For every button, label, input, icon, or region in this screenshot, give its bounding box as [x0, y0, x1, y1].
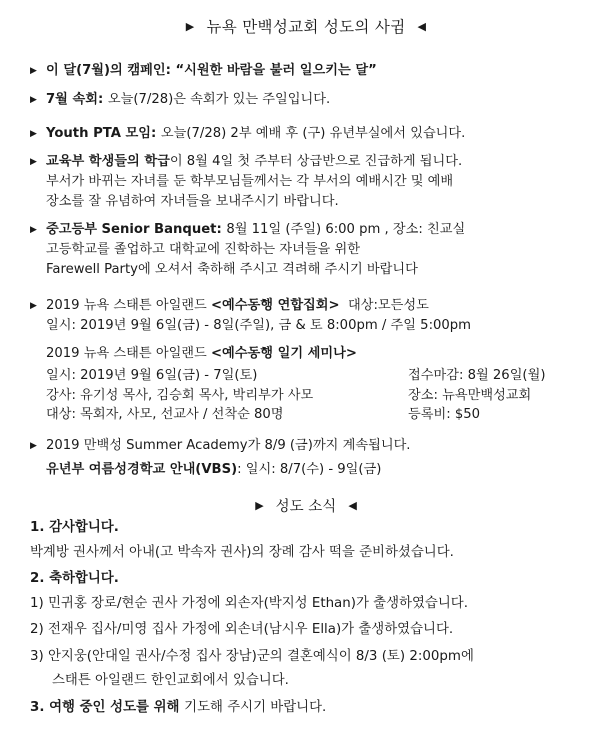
education-label: 교육부 학생들의 학급 [46, 154, 170, 169]
congrats-item-3a: 3) 안지웅(안대일 권사/수정 집사 장남)군의 결혼예식이 8/3 (토) 2:00pm에 [30, 649, 474, 664]
travel-prayer [30, 697, 326, 719]
youth-label: Youth PTA 모임: [46, 126, 161, 141]
thanks-text: 박계방 권사께서 아내(고 박속자 권사)의 장례 감사 떡을 준비하셨습니다. [30, 545, 454, 560]
youth-pta-item [30, 124, 465, 144]
revival-text: 오늘(7/28)은 속회가 있는 주일입니다. [107, 92, 331, 107]
banquet-line3: Farewell Party에 오셔서 축하해 주시고 격려해 주시기 바랍니다 [46, 262, 418, 277]
congrats-item-3b: 스태튼 아일랜드 한인교회에서 있습니다. [52, 673, 289, 688]
thanks-heading: 1. 감사합니다. [30, 520, 119, 535]
congrats-item-1: 1) 민귀홍 장로/현순 권사 가정에 외손자(박지성 Ethan)가 출생하였습니다. [30, 596, 468, 611]
seminar-place: 장소: 뉴욕만백성교회 [408, 387, 532, 403]
banquet-line2: 고등학교를 졸업하고 대학교에 진학하는 자녀들을 위한 [46, 242, 360, 257]
seminar-fee: 등록비: $50 [408, 407, 481, 422]
campaign-item [30, 61, 377, 81]
crusade-target: 대상:모든성도 [339, 298, 429, 313]
education-line3: 장소를 잘 유념하여 자녀들을 보내주시기 바랍니다. [46, 194, 339, 209]
campaign-label: 이 달(7월)의 캠페인: [46, 63, 176, 78]
crusade-line1a: 2019 뉴욕 스태튼 아일랜드 [46, 298, 211, 313]
crusade-item [30, 296, 471, 336]
banquet-item [30, 220, 465, 280]
bullet-icon: ▶ [30, 225, 37, 235]
travel-text: 기도해 주시기 바랍니다. [184, 700, 327, 715]
vbs-line [46, 460, 381, 480]
academy-item [30, 436, 411, 456]
news-title-text: 성도 소식 [275, 499, 337, 515]
campaign-text: “시원한 바람을 불러 일으키는 달” [175, 63, 377, 78]
academy-text: 2019 만백성 Summer Academy가 8/9 (금)까지 계속됩니다. [46, 438, 411, 453]
bullet-icon: ▶ [30, 129, 37, 139]
crusade-date: 일시: 2019년 9월 6일(금) - 8일(주일), 금 & 토 8:00pm / 주일 5:00pm [46, 318, 472, 333]
seminar-speakers: 강사: 유기성 목사, 김승회 목사, 박리부가 사모 [46, 387, 314, 403]
triangle-right-icon: ▶ [255, 499, 264, 512]
revival-item [30, 90, 330, 110]
bullet-icon: ▶ [30, 441, 37, 451]
seminar-title: <예수동행 일기 세미나> [210, 346, 357, 361]
bullet-icon: ▶ [30, 157, 37, 167]
banquet-text: 8월 11일 (주일) 6:00 pm , 장소: 친교실 [226, 222, 466, 237]
bullet-icon: ▶ [30, 95, 37, 105]
page-title-text: 뉴욕 만백성교회 성도의 사귐 [206, 18, 406, 36]
education-text: 이 8월 4일 첫 주부터 상급반으로 진급하게 됩니다. [169, 154, 463, 169]
banquet-label: 중고등부 Senior Banquet: [46, 222, 227, 237]
vbs-label: 유년부 여름성경학교 안내(VBS) [46, 462, 238, 477]
travel-label: 3. 여행 중인 성도를 위해 [30, 700, 185, 715]
crusade-title: <예수동행 연합집회> [210, 298, 340, 313]
seminar-deadline: 접수마감: 8월 26일(월) [408, 368, 546, 383]
congrats-heading: 2. 축하합니다. [30, 571, 119, 586]
vbs-text: : 일시: 8/7(수) - 9일(금) [237, 462, 382, 477]
news-section-title [0, 495, 612, 516]
seminar-title-line [46, 344, 357, 364]
triangle-left-icon: ◀ [348, 499, 357, 512]
triangle-right-icon: ▶ [185, 20, 195, 33]
seminar-target: 대상: 목회자, 사모, 선교사 / 선착순 80명 [46, 407, 284, 422]
bullet-icon: ▶ [30, 301, 37, 311]
revival-label: 7월 속회: [46, 92, 108, 107]
seminar-details [46, 366, 546, 425]
triangle-left-icon: ◀ [417, 20, 427, 33]
page-title [0, 15, 612, 37]
youth-text: 오늘(7/28) 2부 예배 후 (구) 유년부실에서 있습니다. [160, 126, 466, 141]
bullet-icon: ▶ [30, 66, 37, 76]
education-line2: 부서가 바뀌는 자녀를 둔 학부모님들께서는 각 부서의 예배시간 및 예배 [46, 174, 454, 189]
seminar-line1a: 2019 뉴욕 스태튼 아일랜드 [46, 346, 211, 361]
seminar-date: 일시: 2019년 9월 6일(금) - 7일(토) [46, 368, 258, 383]
education-item [30, 152, 462, 212]
congrats-item-2: 2) 전재우 집사/미영 집사 가정에 외손녀(남시우 Ella)가 출생하였습니다. [30, 622, 454, 637]
